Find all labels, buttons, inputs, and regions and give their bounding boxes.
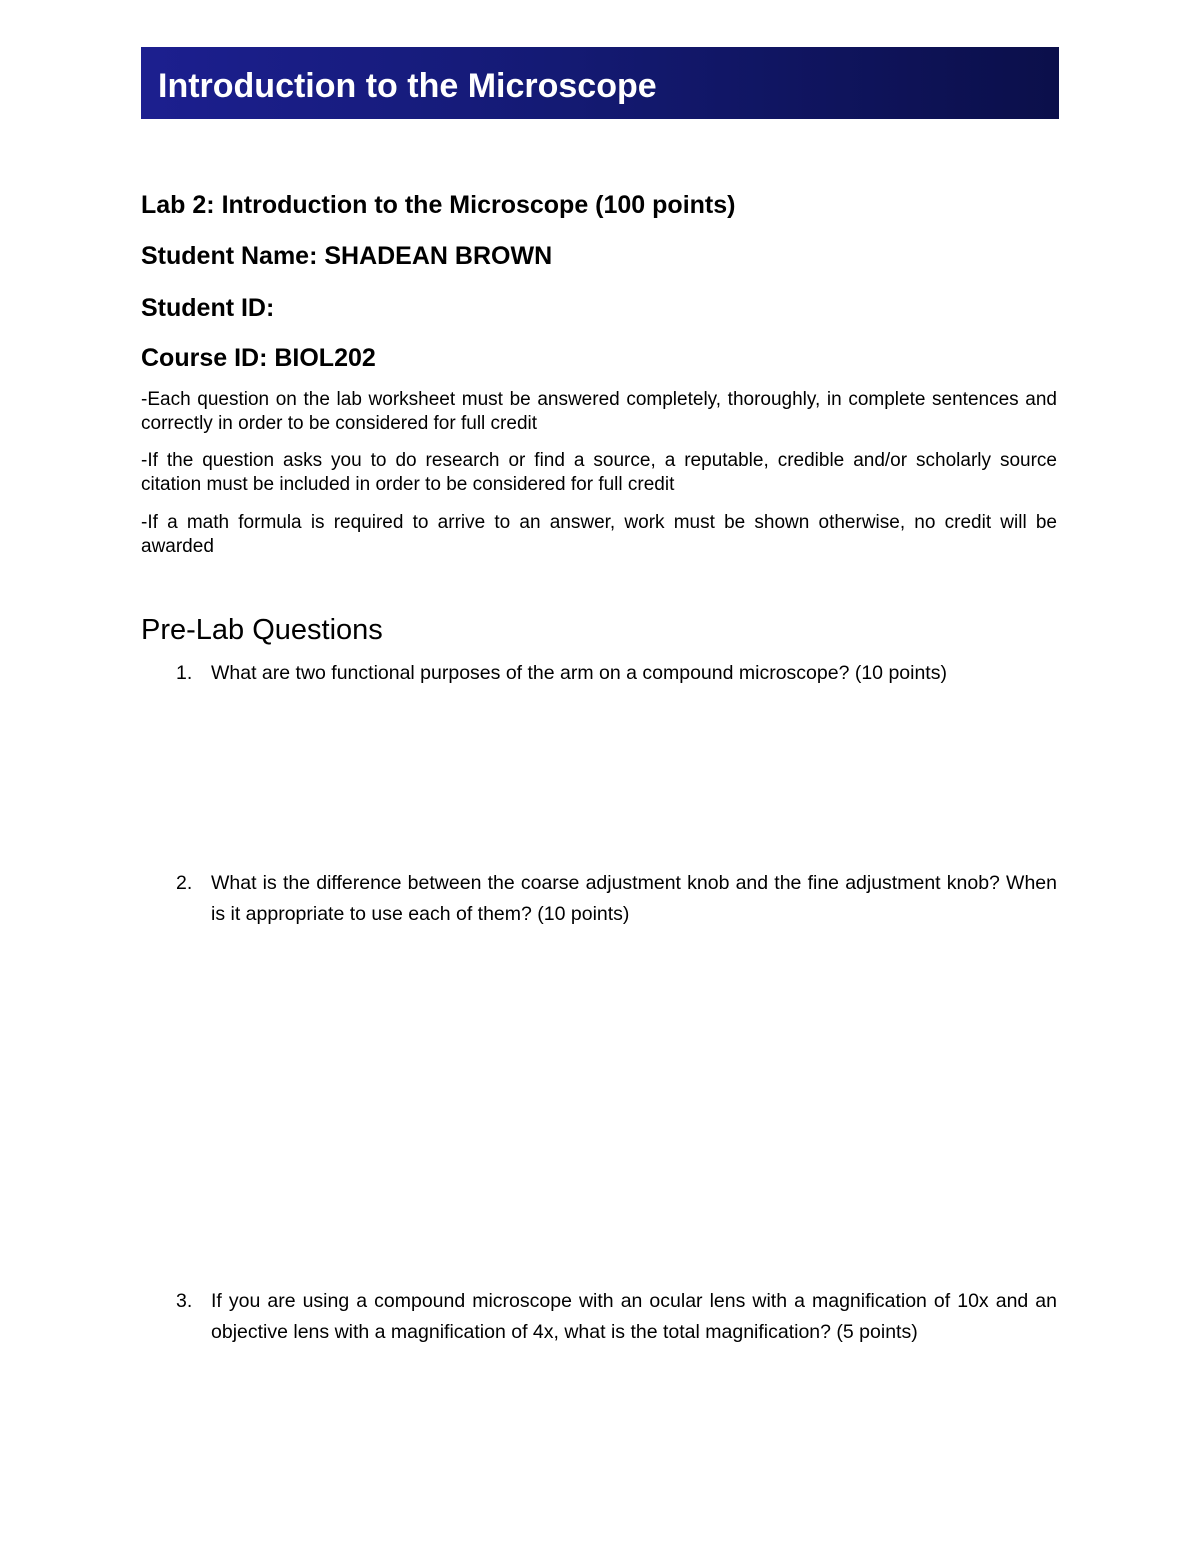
instruction-paragraph: -If the question asks you to do research or find a source, a reputable, credible and/or scholarly source citation must be included in order to be considered for full credit (141, 450, 1057, 495)
lab-title: Lab 2: Introduction to the Microscope (100 points) (141, 191, 736, 219)
question-text: If you are using a compound microscope with an ocular lens with a magnification of 10x and an objective lens with a magnification of 4x, what is the total magnification? (5 points) (211, 1290, 1057, 1343)
question-number: 1. (176, 662, 193, 684)
question-number: 2. (176, 872, 193, 894)
question-item (141, 658, 1057, 689)
instruction-paragraph: -If a math formula is required to arrive to an answer, work must be shown otherwise, no credit will be awarded (141, 512, 1057, 557)
question-item (141, 868, 1057, 930)
question-text: What is the difference between the coarse adjustment knob and the fine adjustment knob? When is it appropriate to use each of them? (10 points) (211, 872, 1057, 925)
title-banner (141, 47, 1059, 119)
banner-title: Introduction to the Microscope (158, 67, 657, 105)
question-text: What are two functional purposes of the arm on a compound microscope? (10 points) (211, 662, 947, 684)
student-name: Student Name: SHADEAN BROWN (141, 242, 553, 270)
question-item (141, 1286, 1057, 1379)
student-id: Student ID: (141, 294, 275, 322)
course-id: Course ID: BIOL202 (141, 344, 376, 372)
section-title: Pre-Lab Questions (141, 614, 383, 646)
question-number: 3. (176, 1290, 193, 1312)
instruction-paragraph: -Each question on the lab worksheet must be answered completely, thoroughly, in complete sentences and correctly in order to be considered for full credit (141, 389, 1057, 434)
